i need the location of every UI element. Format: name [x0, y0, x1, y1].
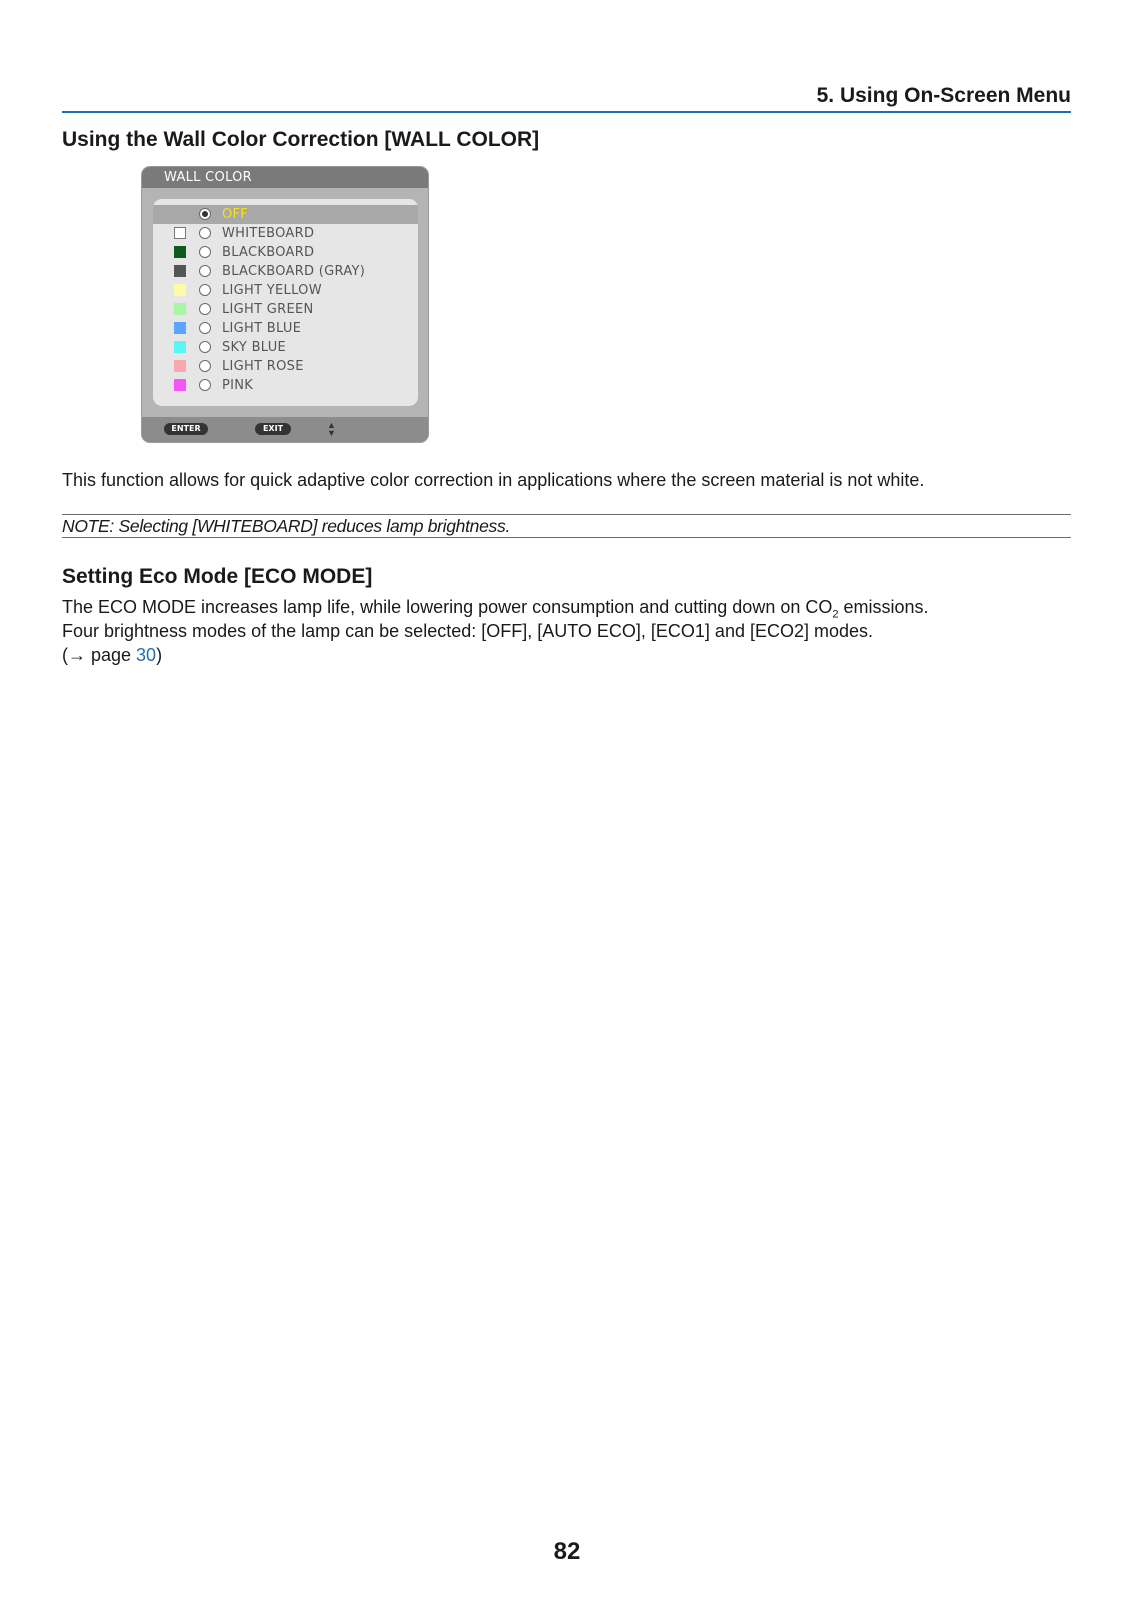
color-swatch	[174, 246, 186, 258]
color-swatch	[174, 303, 186, 315]
menu-option-label: LIGHT YELLOW	[222, 283, 322, 298]
menu-option-label: BLACKBOARD (GRAY)	[222, 264, 366, 279]
menu-option-label: WHITEBOARD	[222, 226, 315, 241]
menu-option-sky-blue[interactable]	[153, 338, 418, 357]
menu-option-label: SKY BLUE	[222, 340, 287, 355]
wall-color-menu	[141, 166, 429, 443]
radio-icon[interactable]	[199, 341, 211, 353]
menu-option-blackboard-gray[interactable]	[153, 262, 418, 281]
eco-mode-line-1-text: The ECO MODE increases lamp life, while lowering power consumption and cutting down on CO	[62, 597, 833, 617]
menu-option-label: LIGHT BLUE	[222, 321, 302, 336]
menu-option-label: OFF	[222, 207, 249, 222]
exit-button[interactable]: EXIT	[255, 423, 291, 435]
color-swatch	[174, 341, 186, 353]
co2-subscript: 2	[832, 608, 839, 621]
chapter-header	[62, 84, 1071, 113]
radio-icon[interactable]	[199, 360, 211, 372]
page-number: 82	[553, 1538, 581, 1565]
section-heading-eco-mode: Setting Eco Mode [ECO MODE]	[62, 565, 373, 588]
enter-button[interactable]: ENTER	[164, 423, 208, 435]
color-swatch	[174, 360, 186, 372]
radio-selected-icon[interactable]	[199, 208, 211, 220]
note-box	[62, 514, 1071, 538]
menu-footer	[142, 417, 428, 442]
color-swatch	[174, 322, 186, 334]
radio-icon[interactable]	[199, 227, 211, 239]
radio-icon[interactable]	[199, 265, 211, 277]
page-link[interactable]: 30	[136, 645, 157, 665]
menu-option-light-yellow[interactable]	[153, 281, 418, 300]
radio-icon[interactable]	[199, 246, 211, 258]
menu-option-whiteboard[interactable]	[153, 224, 418, 243]
menu-option-blackboard[interactable]	[153, 243, 418, 262]
menu-option-off[interactable]	[153, 205, 418, 224]
color-swatch	[174, 284, 186, 296]
menu-option-light-rose[interactable]	[153, 357, 418, 376]
page-reference-suffix: )	[156, 645, 163, 665]
radio-icon[interactable]	[199, 322, 211, 334]
wall-color-description: This function allows for quick adaptive color correction in applications where the screen material is not white.	[62, 470, 925, 490]
menu-option-label: PINK	[222, 378, 254, 393]
menu-option-label: BLACKBOARD	[222, 245, 315, 260]
radio-icon[interactable]	[199, 303, 211, 315]
menu-option-light-green[interactable]	[153, 300, 418, 319]
menu-title-bar	[142, 167, 428, 188]
menu-option-pink[interactable]	[153, 376, 418, 395]
color-swatch	[174, 265, 186, 277]
radio-icon[interactable]	[199, 284, 211, 296]
page-reference-prefix: (→ page	[62, 645, 137, 665]
section-heading-wall-color: Using the Wall Color Correction [WALL COLOR]	[62, 128, 540, 151]
page-reference	[62, 643, 162, 667]
eco-mode-line-2: Four brightness modes of the lamp can be selected: [OFF], [AUTO ECO], [ECO1] and [ECO2] modes.	[62, 621, 874, 641]
note-text: NOTE: Selecting [WHITEBOARD] reduces lamp brightness.	[62, 516, 511, 536]
color-swatch	[174, 227, 186, 239]
menu-option-label: LIGHT ROSE	[222, 359, 304, 374]
radio-icon[interactable]	[199, 379, 211, 391]
eco-mode-line-1-end: emissions.	[838, 597, 929, 617]
menu-options-panel	[153, 199, 418, 406]
up-down-arrows-icon: ▲ ▼	[327, 420, 336, 438]
menu-title: WALL COLOR	[164, 170, 253, 185]
menu-option-light-blue[interactable]	[153, 319, 418, 338]
chapter-title: 5. Using On-Screen Menu	[816, 84, 1071, 107]
menu-option-label: LIGHT GREEN	[222, 302, 314, 317]
color-swatch	[174, 379, 186, 391]
